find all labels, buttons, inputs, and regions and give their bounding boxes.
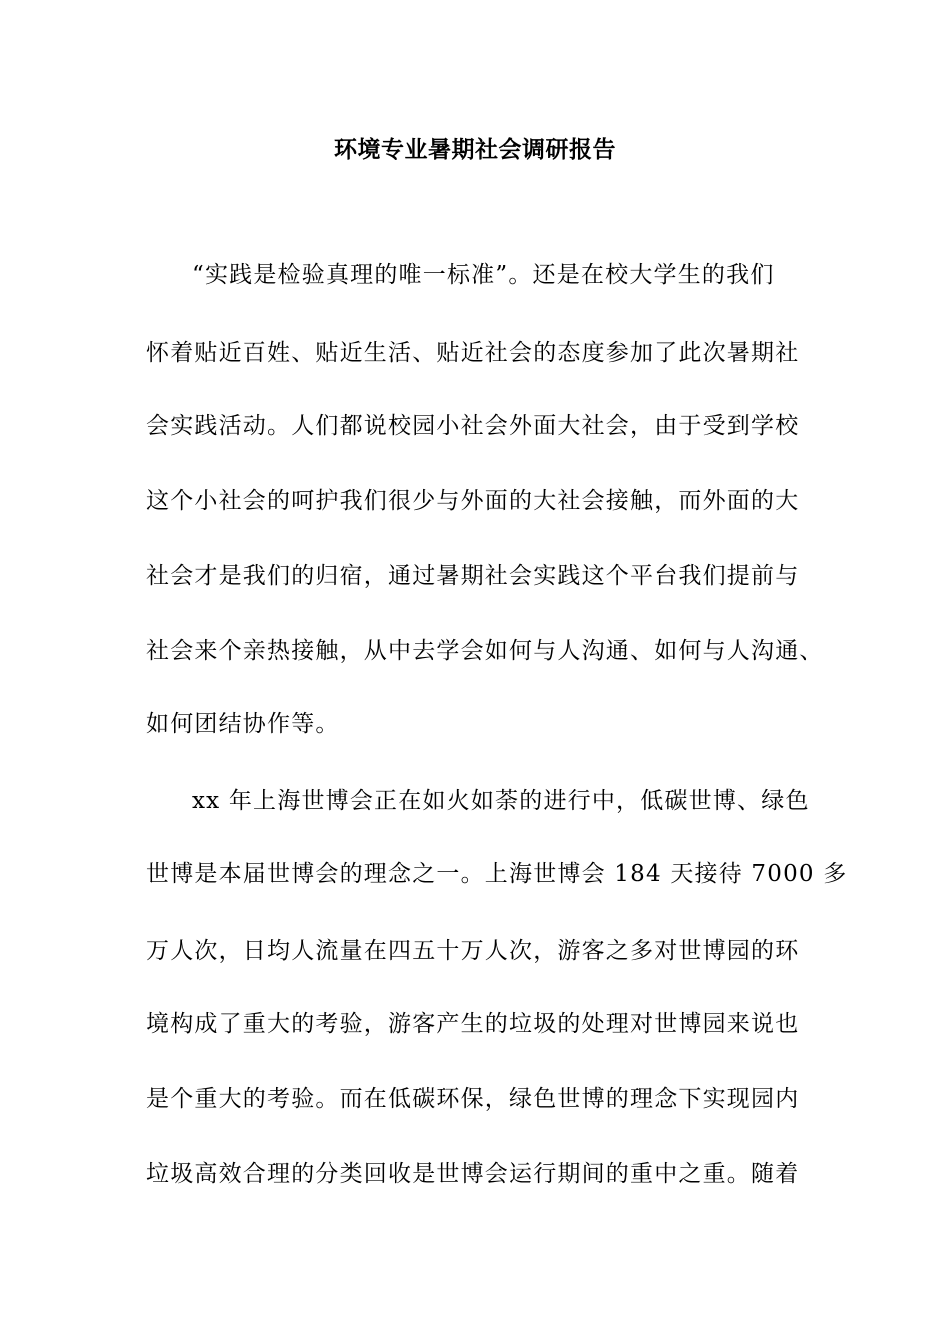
document-title: 环境专业暑期社会调研报告 bbox=[334, 137, 616, 163]
paragraph-line: 万人次，日均人流量在四五十万人次，游客之多对世博园的环 bbox=[146, 938, 800, 964]
paragraph-line: 世博是本届世博会的理念之一。上海世博会 184 天接待 7000 多 bbox=[146, 861, 848, 887]
paragraph-line: 境构成了重大的考验，游客产生的垃圾的处理对世博园来说也 bbox=[146, 1011, 800, 1037]
paragraph-line: 垃圾高效合理的分类回收是世博会运行期间的重中之重。随着 bbox=[146, 1161, 800, 1187]
paragraph-line: 如何团结协作等。 bbox=[146, 711, 340, 737]
paragraph-line: 社会来个亲热接触，从中去学会如何与人沟通、如何与人沟通、 bbox=[146, 638, 824, 664]
paragraph-line: 是个重大的考验。而在低碳环保，绿色世博的理念下实现园内 bbox=[146, 1086, 800, 1112]
paragraph-line: xx 年上海世博会正在如火如荼的进行中，低碳世博、绿色 bbox=[192, 788, 810, 814]
paragraph-line: 怀着贴近百姓、贴近生活、贴近社会的态度参加了此次暑期社 bbox=[146, 340, 800, 366]
paragraph-line: 社会才是我们的归宿，通过暑期社会实践这个平台我们提前与 bbox=[146, 563, 800, 589]
paragraph-line: “实践是检验真理的唯一标准”。还是在校大学生的我们 bbox=[192, 262, 775, 288]
paragraph-line: 这个小社会的呵护我们很少与外面的大社会接触，而外面的大 bbox=[146, 488, 800, 514]
paragraph-line: 会实践活动。人们都说校园小社会外面大社会，由于受到学校 bbox=[146, 413, 800, 439]
